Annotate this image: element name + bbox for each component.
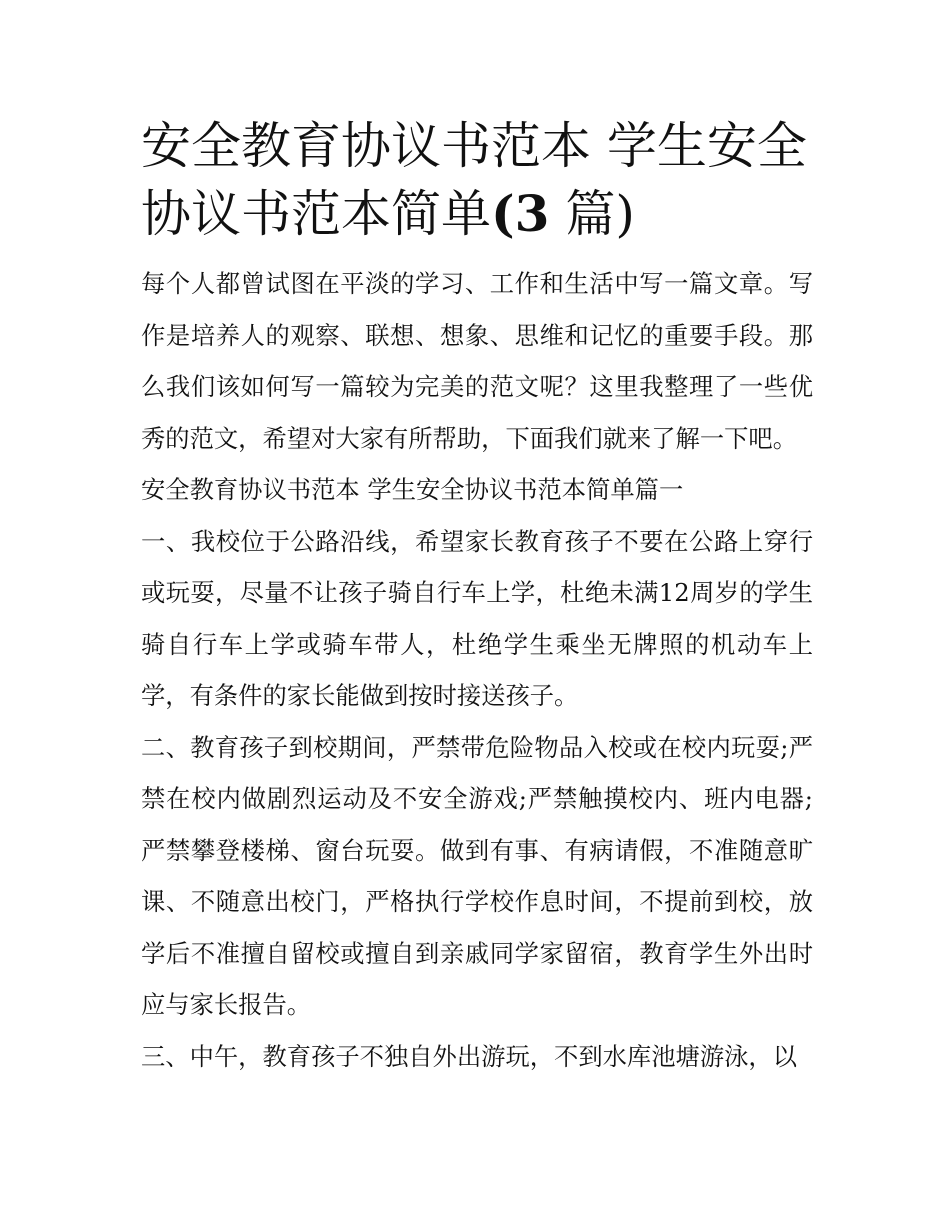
- section-heading: 安全教育协议书范本 学生安全协议书范本简单篇一: [141, 475, 684, 504]
- title-count: (3: [491, 184, 550, 243]
- title-text: 安全教育协议书范本 学生安全协议书范本简单: [141, 117, 807, 243]
- document-title: [141, 112, 813, 248]
- clause-three: 三、中午，教育孩子不独自外出游玩，不到水库池塘游泳，以: [141, 1041, 798, 1071]
- document-body: [141, 112, 813, 1082]
- title-suffix: 篇): [549, 185, 635, 243]
- clause-two: 二、教育孩子到校期间，严禁带危险物品入校或在校内玩耍;严禁在校内做剧烈运动及不安全游戏;严禁触摸校内、班内电器;严禁攀登楼梯、窗台玩耍。做到有事、有病请假，不准随意旷课、不随意出校门，严格执行学校作息时间，不提前到校，放学后不准擅自留校或擅自到亲戚同学家留宿，教育学生外出时应与家长报告。: [141, 732, 813, 1019]
- intro-paragraph: 每个人都曾试图在平淡的学习、工作和生活中写一篇文章。写作是培养人的观察、联想、想象、思维和记忆的重要手段。那么我们该如何写一篇较为完美的范文呢？这里我整理了一些优秀的范文，希望对大家有所帮助，下面我们就来了解一下吧。: [141, 269, 813, 453]
- clause-one: 一、我校位于公路沿线，希望家长教育孩子不要在公路上穿行或玩耍，尽量不让孩子骑自行车上学，杜绝未满12周岁的学生骑自行车上学或骑车带人，杜绝学生乘坐无牌照的机动车上学，有条件的家长能做到按时接送孩子。: [141, 526, 813, 710]
